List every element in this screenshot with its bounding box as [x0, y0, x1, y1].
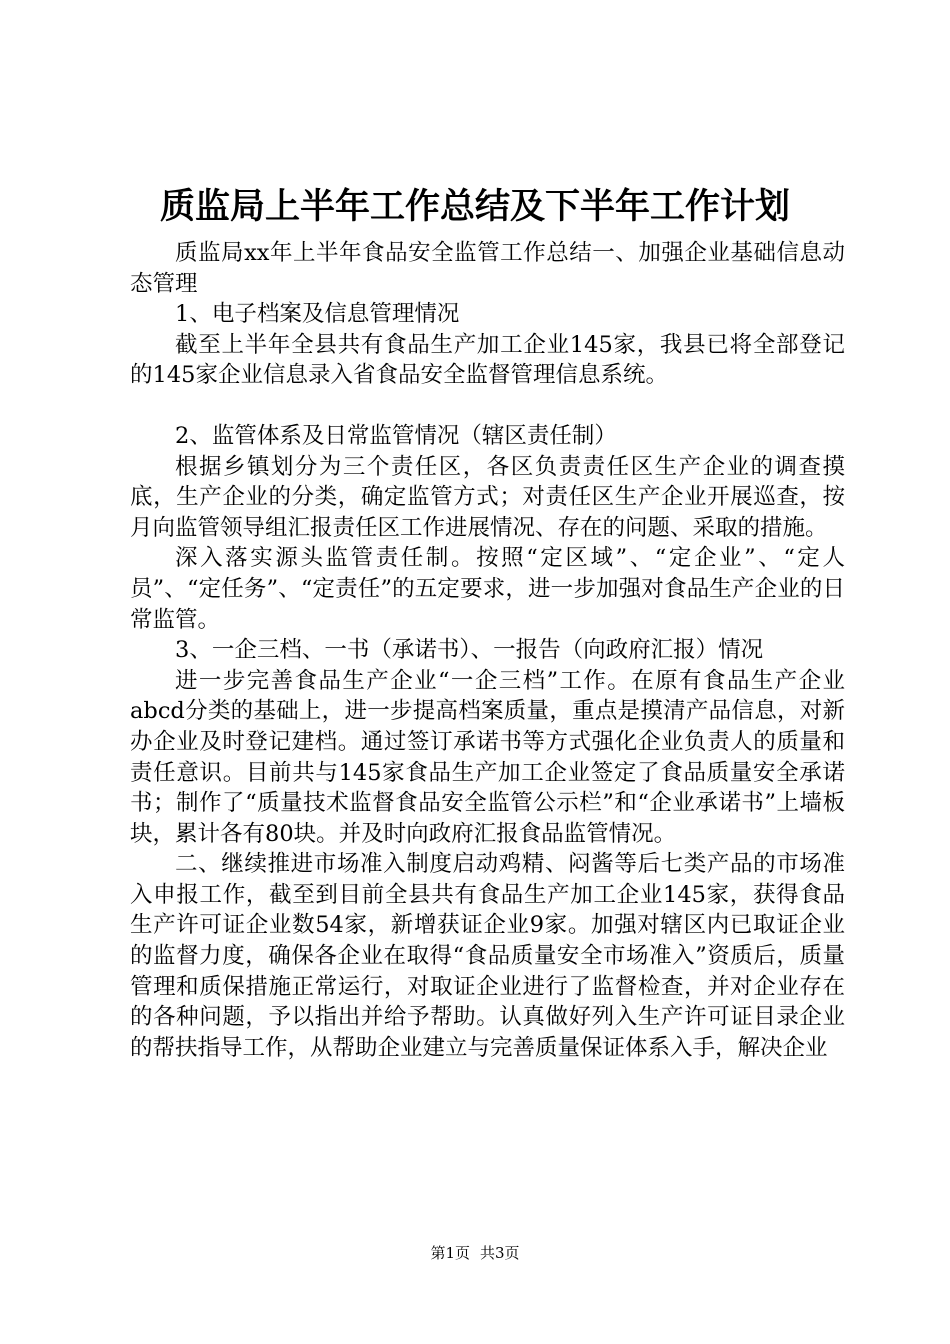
paragraph-responsibility-zones: 根据乡镇划分为三个责任区，各区负责责任区生产企业的调查摸底，生产企业的分类，确定监管方式；对责任区生产企业开展巡查，按月向监管领导组汇报责任区工作进展情况、存在的问题、采取的措施。: [130, 453, 845, 541]
paragraph-source-supervision: 深入落实源头监管责任制。按照“定区域”、“定企业”、“定人员”、“定任务”、“定责任”的五定要求，进一步加强对食品生产企业的日常监管。: [130, 545, 845, 633]
paragraph-intro: 质监局xx年上半年食品安全监管工作总结一、加强企业基础信息动态管理: [130, 240, 845, 297]
paragraph-heading-1: 1、电子档案及信息管理情况: [175, 301, 460, 328]
page-total: 共3页: [480, 1244, 520, 1262]
document-body: [130, 238, 845, 1063]
paragraph-market-access: 二、继续推进市场准入制度启动鸡精、闷酱等后七类产品的市场准入申报工作，截至到目前全县共有食品生产加工企业145家，获得食品生产许可证企业数54家，新增获证企业9家。加强对辖区内已取证企业的监督力度，确保各企业在取得“食品质量安全市场准入”资质后，质量管理和质保措施正常运行，对取证企业进行了监督检查，并对企业存在的各种问题，予以指出并给予帮助。认真做好列入生产许可证目录企业的帮扶指导工作，从帮助企业建立与完善质量保证体系入手，解决企业: [130, 851, 845, 1061]
page-footer: [0, 1242, 950, 1264]
page-number: 第1页: [430, 1244, 470, 1262]
document-title: 质监局上半年工作总结及下半年工作计划: [159, 186, 790, 227]
paragraph-one-enterprise-three-files: 进一步完善食品生产企业“一企三档”工作。在原有食品生产企业abcd分类的基础上，进一步提高档案质量，重点是摸清产品信息，对新办企业及时登记建档。通过签订承诺书等方式强化企业负责人的质量和责任意识。目前共与145家食品生产加工企业签定了食品质量安全承诺书；制作了“质量技术监督食品安全监管公示栏”和“企业承诺书”上墙板块，累计各有80块。并及时向政府汇报食品监管情况。: [130, 667, 845, 847]
paragraph-heading-3: 3、一企三档、一书（承诺书）、一报告（向政府汇报）情况: [175, 637, 764, 664]
paragraph-archive-status: 截至上半年全县共有食品生产加工企业145家，我县已将全部登记的145家企业信息录入省食品安全监督管理信息系统。: [130, 331, 845, 389]
paragraph-heading-2: 2、监管体系及日常监管情况（辖区责任制）: [175, 422, 617, 449]
